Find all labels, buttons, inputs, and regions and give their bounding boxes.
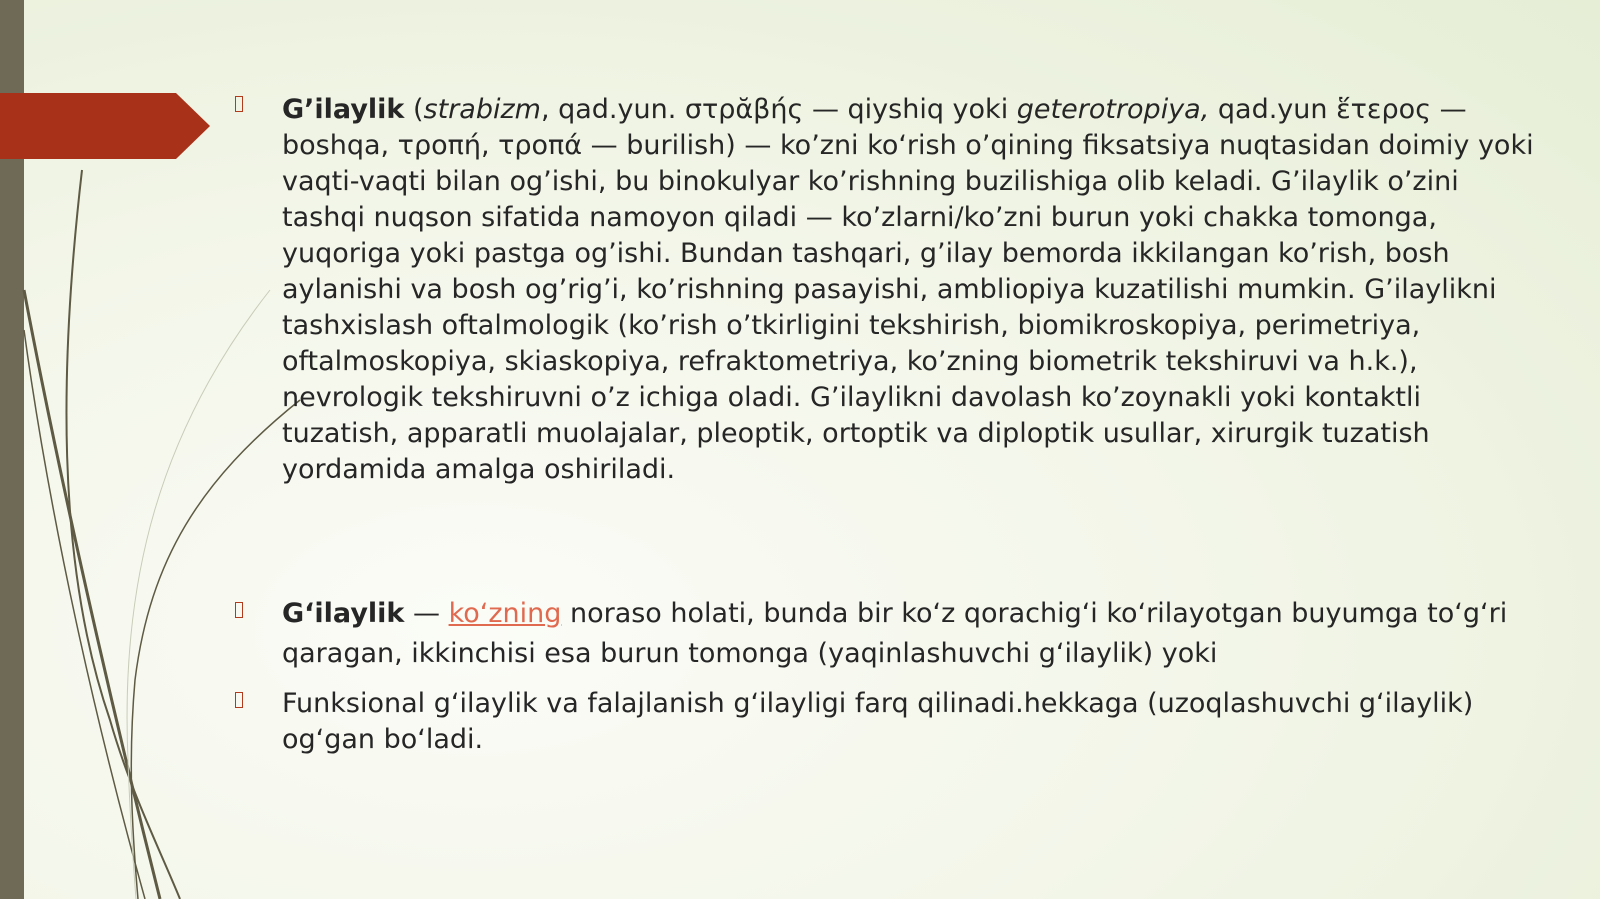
title-arrow-shape xyxy=(0,93,210,159)
bullet-item-condition xyxy=(233,594,1543,674)
bullet-item-types xyxy=(233,686,1543,758)
bullet-marker-icon xyxy=(235,602,243,618)
bullet-text: G’ilaylik (strabizm, qad.yun. στρᾰβής — qiyshiq yoki geterotropiya, qad.yun ἕτερος — boshqa, τροπή, τροπά — burilish) — ko’zni ko‘rish o’qining fiksatsiya nuqtasidan doimiy yoki vaqti-vaqti bilan og’ishi, bu binokulyar ko’rishning buzilishiga olib keladi. G’ilaylik o’zini tashqi nuqson sifatida namoyon qiladi — ko’zlarni/ko’zni burun yoki chakka tomonga, yuqoriga yoki pastga og’ishi. Bundan tashqari, g’ilay bemorda ikkilangan ko’rish, bosh aylanishi va bosh og’rig’i, ko’rishning pasayishi, ambliopiya kuzatilishi mumkin. G’ilaylikni tashxislash oftalmologik (ko’rish o’tkirligini tekshirish, biomikroskopiya, perimetriya, oftalmoskopiya, skiaskopiya, refraktometriya, ko’zning biometrik tekshiruvi va h.k.), nevrologik tekshiruvni o’z ichiga oladi. G’ilaylikni davolash ko’zoynakli yoki kontaktli tuzatish, apparatli muolajalar, pleoptik, ortoptik va diploptik usullar, xirurgik tuzatish yordamida amalga oshiriladi. xyxy=(282,94,1534,485)
latin-term: strabizm xyxy=(423,94,541,125)
term-bold: G‘ilaylik xyxy=(282,598,405,629)
bullet-text: G‘ilaylik — koʻzning noraso holati, bunda bir koʻz qorachigʻi koʻrilayotgan buyumga toʻgʻri qaragan, ikkinchisi esa burun tomonga (yaqinlashuvchi gʻilaylik) yoki xyxy=(282,598,1508,669)
bullet-marker-icon xyxy=(235,96,243,112)
term-bold: G’ilaylik xyxy=(282,94,405,125)
slide-content xyxy=(233,92,1543,758)
bullet-item-definition xyxy=(233,92,1543,488)
bullet-marker-icon xyxy=(235,692,243,708)
kozning-link[interactable]: koʻzning xyxy=(448,598,562,629)
bullet-text: Funksional gʻilaylik va falajlanish gʻilayligi farq qilinadi.hekkaga (uzoqlashuvchi gʻilaylik) ogʻgan boʻladi. xyxy=(282,688,1474,755)
greek-term: geterotropiya, xyxy=(1016,94,1210,125)
